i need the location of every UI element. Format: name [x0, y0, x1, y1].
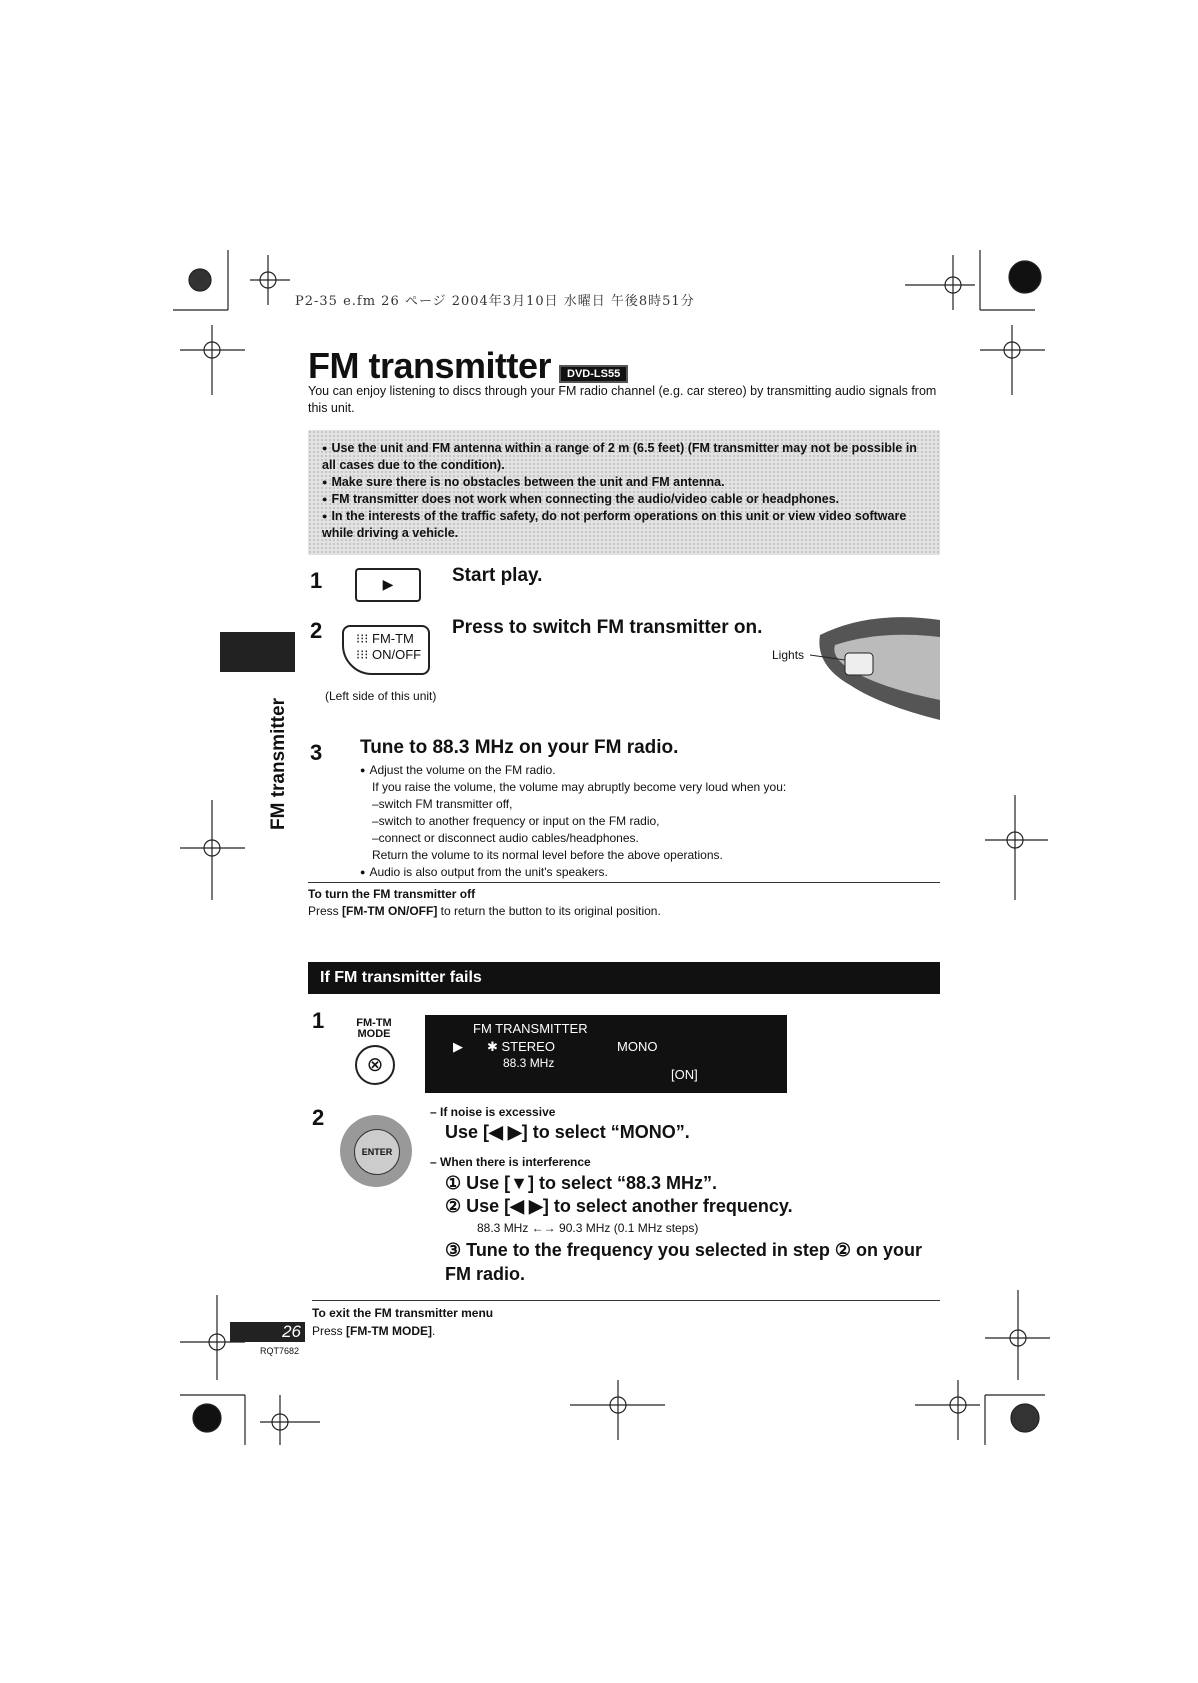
osd-frequency: 88.3 MHz — [503, 1056, 555, 1070]
exit-heading: To exit the FM transmitter menu — [312, 1306, 494, 1320]
osd-on: [ON] — [671, 1067, 698, 1082]
enter-joystick — [340, 1115, 412, 1187]
text: Press — [308, 904, 343, 918]
caution-item: ● FM transmitter does not work when connecting the audio/video cable or headphones. — [322, 491, 928, 508]
osd-stereo: ✱ STEREO — [487, 1039, 555, 1054]
circled-number: ② — [445, 1196, 462, 1216]
step-1-title: Start play. — [452, 565, 543, 586]
osd-title: FM TRANSMITTER — [473, 1021, 588, 1036]
exit-text — [312, 1323, 435, 1340]
model-badge: DVD-LS55 — [559, 365, 628, 383]
lights-label: Lights — [772, 648, 805, 662]
circled-number: ① — [445, 1173, 462, 1193]
step-3-dash: –connect or disconnect audio cables/headphones. — [372, 831, 639, 845]
osd-arrow: ▶ — [453, 1039, 463, 1054]
fails-banner: If FM transmitter fails — [308, 962, 940, 994]
step-3-title: Tune to 88.3 MHz on your FM radio. — [360, 737, 679, 758]
intro-text: You can enjoy listening to discs through your FM radio channel (e.g. car stereo) by transmitting audio signals from this unit. — [308, 384, 937, 415]
turn-off-heading: To turn the FM transmitter off — [308, 887, 476, 901]
button-label: FM-TM — [372, 631, 414, 646]
step-3-line: Return the volume to its normal level before the above operations. — [372, 848, 723, 862]
fails-step-2-number: 2 — [312, 1105, 325, 1130]
side-tab — [268, 690, 298, 830]
caution-item: ● Use the unit and FM antenna within a range of 2 m (6.5 feet) (FM transmitter may not be possible in all cases due to the condition). — [322, 440, 928, 474]
step-text: Tune to the frequency you selected in step ② on your FM radio. — [445, 1240, 923, 1284]
text: Press — [312, 1324, 347, 1338]
turn-off-text — [308, 903, 661, 920]
step-2-title: Press to switch FM transmitter on. — [452, 617, 763, 638]
caution-box — [308, 430, 940, 555]
side-tab-marker — [220, 632, 295, 672]
step-text: Use [◀ ▶] to select another frequency. — [466, 1196, 793, 1216]
play-icon: ▶ — [382, 576, 394, 592]
enter-button: ENTER — [354, 1129, 400, 1175]
fm-tm-mode-button — [355, 1045, 395, 1085]
text: to return the button to its original position. — [437, 904, 661, 918]
step-3-dash: –switch to another frequency or input on the FM radio, — [372, 814, 660, 828]
osd-screen — [425, 1015, 787, 1093]
mode-label: FM-TM — [356, 1017, 392, 1029]
frequency-range: 88.3 MHz ←→ 90.3 MHz (0.1 MHz steps) — [477, 1221, 699, 1235]
interference-step-2 — [445, 1196, 793, 1217]
interference-heading: – When there is interference — [430, 1155, 591, 1169]
play-button — [355, 568, 421, 602]
step-1-number: 1 — [310, 568, 323, 593]
interference-step-1 — [445, 1173, 717, 1194]
osd-mono: MONO — [617, 1039, 658, 1054]
caution-item: ● In the interests of the traffic safety, do not perform operations on this unit or view video software while driving a vehicle. — [322, 508, 928, 542]
page-number: 26 — [230, 1322, 305, 1342]
noise-heading: – If noise is excessive — [430, 1105, 556, 1119]
text: . — [432, 1324, 436, 1338]
circled-number: ③ — [445, 1240, 462, 1260]
step-2-note: (Left side of this unit) — [325, 689, 437, 703]
fm-tm-onoff-button — [342, 625, 430, 675]
step-3-bullet: ● Adjust the volume on the FM radio. — [360, 762, 940, 779]
doc-code: RQT7682 — [260, 1346, 300, 1356]
page-title: FM transmitter — [308, 345, 552, 386]
noise-action: Use [◀ ▶] to select “MONO”. — [445, 1122, 690, 1142]
dots-icon: ⁝⁝⁝ — [356, 631, 373, 646]
fails-step-1-number: 1 — [312, 1008, 325, 1033]
step-3-details — [360, 762, 940, 881]
page-title-block — [308, 345, 628, 387]
button-label: ON/OFF — [372, 647, 422, 662]
key-label: [FM-TM ON/OFF] — [342, 904, 438, 918]
key-label: [FM-TM MODE] — [346, 1324, 432, 1338]
unit-side-illustration — [810, 615, 940, 725]
mode-label: MODE — [357, 1028, 391, 1040]
print-header-line: P2-35 e.fm 26 ページ 2004年3月10日 水曜日 午後8時51分 — [295, 294, 695, 309]
step-text: Use [▼] to select “88.3 MHz”. — [466, 1173, 718, 1193]
side-tab-label: FM transmitter — [268, 698, 289, 830]
divider — [308, 882, 940, 883]
divider — [312, 1300, 940, 1301]
dots-icon: ⁝⁝⁝ — [356, 647, 373, 662]
step-2-number: 2 — [310, 618, 323, 643]
interference-step-3 — [445, 1238, 945, 1286]
fm-tm-mode-label — [353, 1018, 395, 1040]
step-3-line: If you raise the volume, the volume may abruptly become very loud when you: — [372, 780, 787, 794]
step-3-dash: –switch FM transmitter off, — [372, 797, 513, 811]
step-3-bullet: ● Audio is also output from the unit's speakers. — [360, 864, 940, 881]
step-3-number: 3 — [310, 740, 323, 765]
caution-item: ● Make sure there is no obstacles between the unit and FM antenna. — [322, 474, 928, 491]
mode-icon: ⊗ — [366, 1054, 384, 1076]
